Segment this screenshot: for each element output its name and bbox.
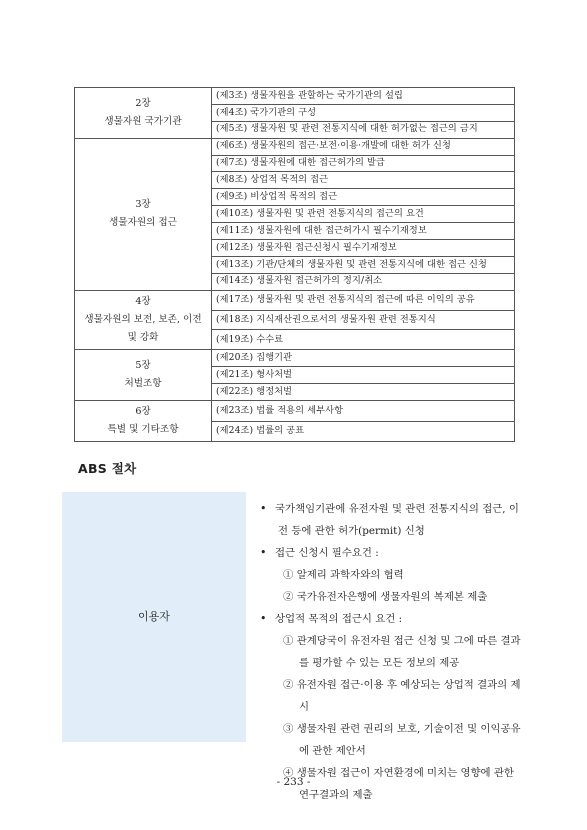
- bullet-item: • 국가책임기관에 유전자원 및 관련 전통지식의 접근, 이: [258, 498, 528, 520]
- list-item: ② 국가유전자은행에 생물자원의 복제본 제출: [283, 591, 488, 603]
- chapter-title: 생물자원의 보전, 보존, 이전: [84, 313, 202, 325]
- article-cell: (제7조) 생물자원에 대한 접근허가의 발급: [212, 155, 515, 172]
- article-cell: (제22조) 행정처벌: [212, 384, 515, 401]
- list-item: 에 관한 제안서: [299, 745, 366, 757]
- table-row: [75, 88, 515, 105]
- list-item: ④ 생물자원 접근이 자연환경에 미치는 영향에 관한: [283, 767, 514, 779]
- chapter-title: 처벌조항: [124, 378, 162, 390]
- table-row: [75, 401, 515, 422]
- chapter-title: 생물자원 국가기관: [104, 115, 182, 127]
- section-title: ABS 절차: [78, 461, 137, 476]
- article-cell: (제13조) 기관/단체의 생물자원 및 관련 전통지식에 대한 접근 신청: [212, 256, 515, 273]
- article-cell: (제20조) 집행기관: [212, 350, 515, 367]
- abs-party-label: 이용자: [138, 610, 170, 623]
- bullet-item: • 상업적 목적의 접근시 요건 :: [258, 608, 528, 630]
- article-cell: (제14조) 생물자원 접근허가의 정지/취소: [212, 273, 515, 290]
- article-cell: (제4조) 국가기관의 구성: [212, 104, 515, 121]
- bullet-item: • 접근 신청시 필수요건 :: [258, 542, 528, 564]
- chapter-cell: [75, 138, 212, 290]
- article-cell: (제6조) 생물자원의 접근·보전·이용·개발에 대한 허가 신청: [212, 138, 515, 155]
- list-item: ③ 생물자원 관련 권리의 보호, 기술이전 및 이익공유: [283, 723, 521, 735]
- chapter-number: 6장: [135, 406, 151, 418]
- list-item: 를 평가할 수 있는 모든 정보의 제공: [299, 657, 460, 669]
- article-cell: (제24조) 법률의 공표: [212, 421, 515, 442]
- article-cell: (제10조) 생물자원 및 관련 전통지식의 접근의 요건: [212, 206, 515, 223]
- chapter-number: 2장: [135, 97, 151, 109]
- list-item: ① 알제리 과학자와의 협력: [283, 569, 404, 581]
- article-cell: (제17조) 생물자원 및 관련 전통지식의 접근에 따른 이익의 공유: [212, 290, 515, 310]
- chapter-title: 생물자원의 접근: [109, 217, 177, 229]
- chapter-cell: [75, 290, 212, 350]
- article-cell: (제21조) 형사처벌: [212, 367, 515, 384]
- page-number: - 233 -: [276, 776, 311, 788]
- table-row: [75, 290, 515, 310]
- chapter-cell: [75, 401, 212, 442]
- abs-party-cell: [62, 492, 246, 742]
- table-row: [75, 138, 515, 155]
- abs-requirements: [258, 498, 528, 806]
- article-cell: (제3조) 생물자원을 관할하는 국가기관의 설립: [212, 88, 515, 105]
- article-cell: (제8조) 상업적 목적의 접근: [212, 172, 515, 189]
- list-item: 연구결과의 제출: [299, 789, 373, 801]
- chapter-cell: [75, 88, 212, 139]
- article-cell: (제12조) 생물자원 접근신청시 필수기재정보: [212, 240, 515, 257]
- article-cell: (제5조) 생물자원 및 관련 전통지식에 대한 허가없는 접근의 금지: [212, 121, 515, 138]
- article-cell: (제23조) 법률 적용의 세부사항: [212, 401, 515, 422]
- chapter-cell: [75, 350, 212, 401]
- list-item: 전 등에 관한 허가(permit) 신청: [278, 525, 425, 537]
- article-cell: (제11조) 생물자원에 대한 접근허가시 필수기재정보: [212, 223, 515, 240]
- law-structure-table: [74, 87, 515, 442]
- article-cell: (제19조) 수수료: [212, 330, 515, 350]
- chapter-number: 4장: [135, 295, 151, 307]
- article-cell: (제9조) 비상업적 목적의 접근: [212, 189, 515, 206]
- article-cell: (제18조) 지식재산권으로서의 생물자원 관련 전통지식: [212, 310, 515, 330]
- table-row: [75, 350, 515, 367]
- list-item: ② 유전자원 접근·이용 후 예상되는 상업적 결과의 제시: [283, 679, 521, 713]
- chapter-title: 및 강화: [127, 332, 159, 344]
- list-item: ① 관계당국이 유전자원 접근 신청 및 그에 따른 결과: [283, 635, 521, 647]
- chapter-number: 3장: [135, 198, 151, 210]
- chapter-title: 특별 및 기타조항: [107, 424, 179, 436]
- chapter-number: 5장: [135, 359, 151, 371]
